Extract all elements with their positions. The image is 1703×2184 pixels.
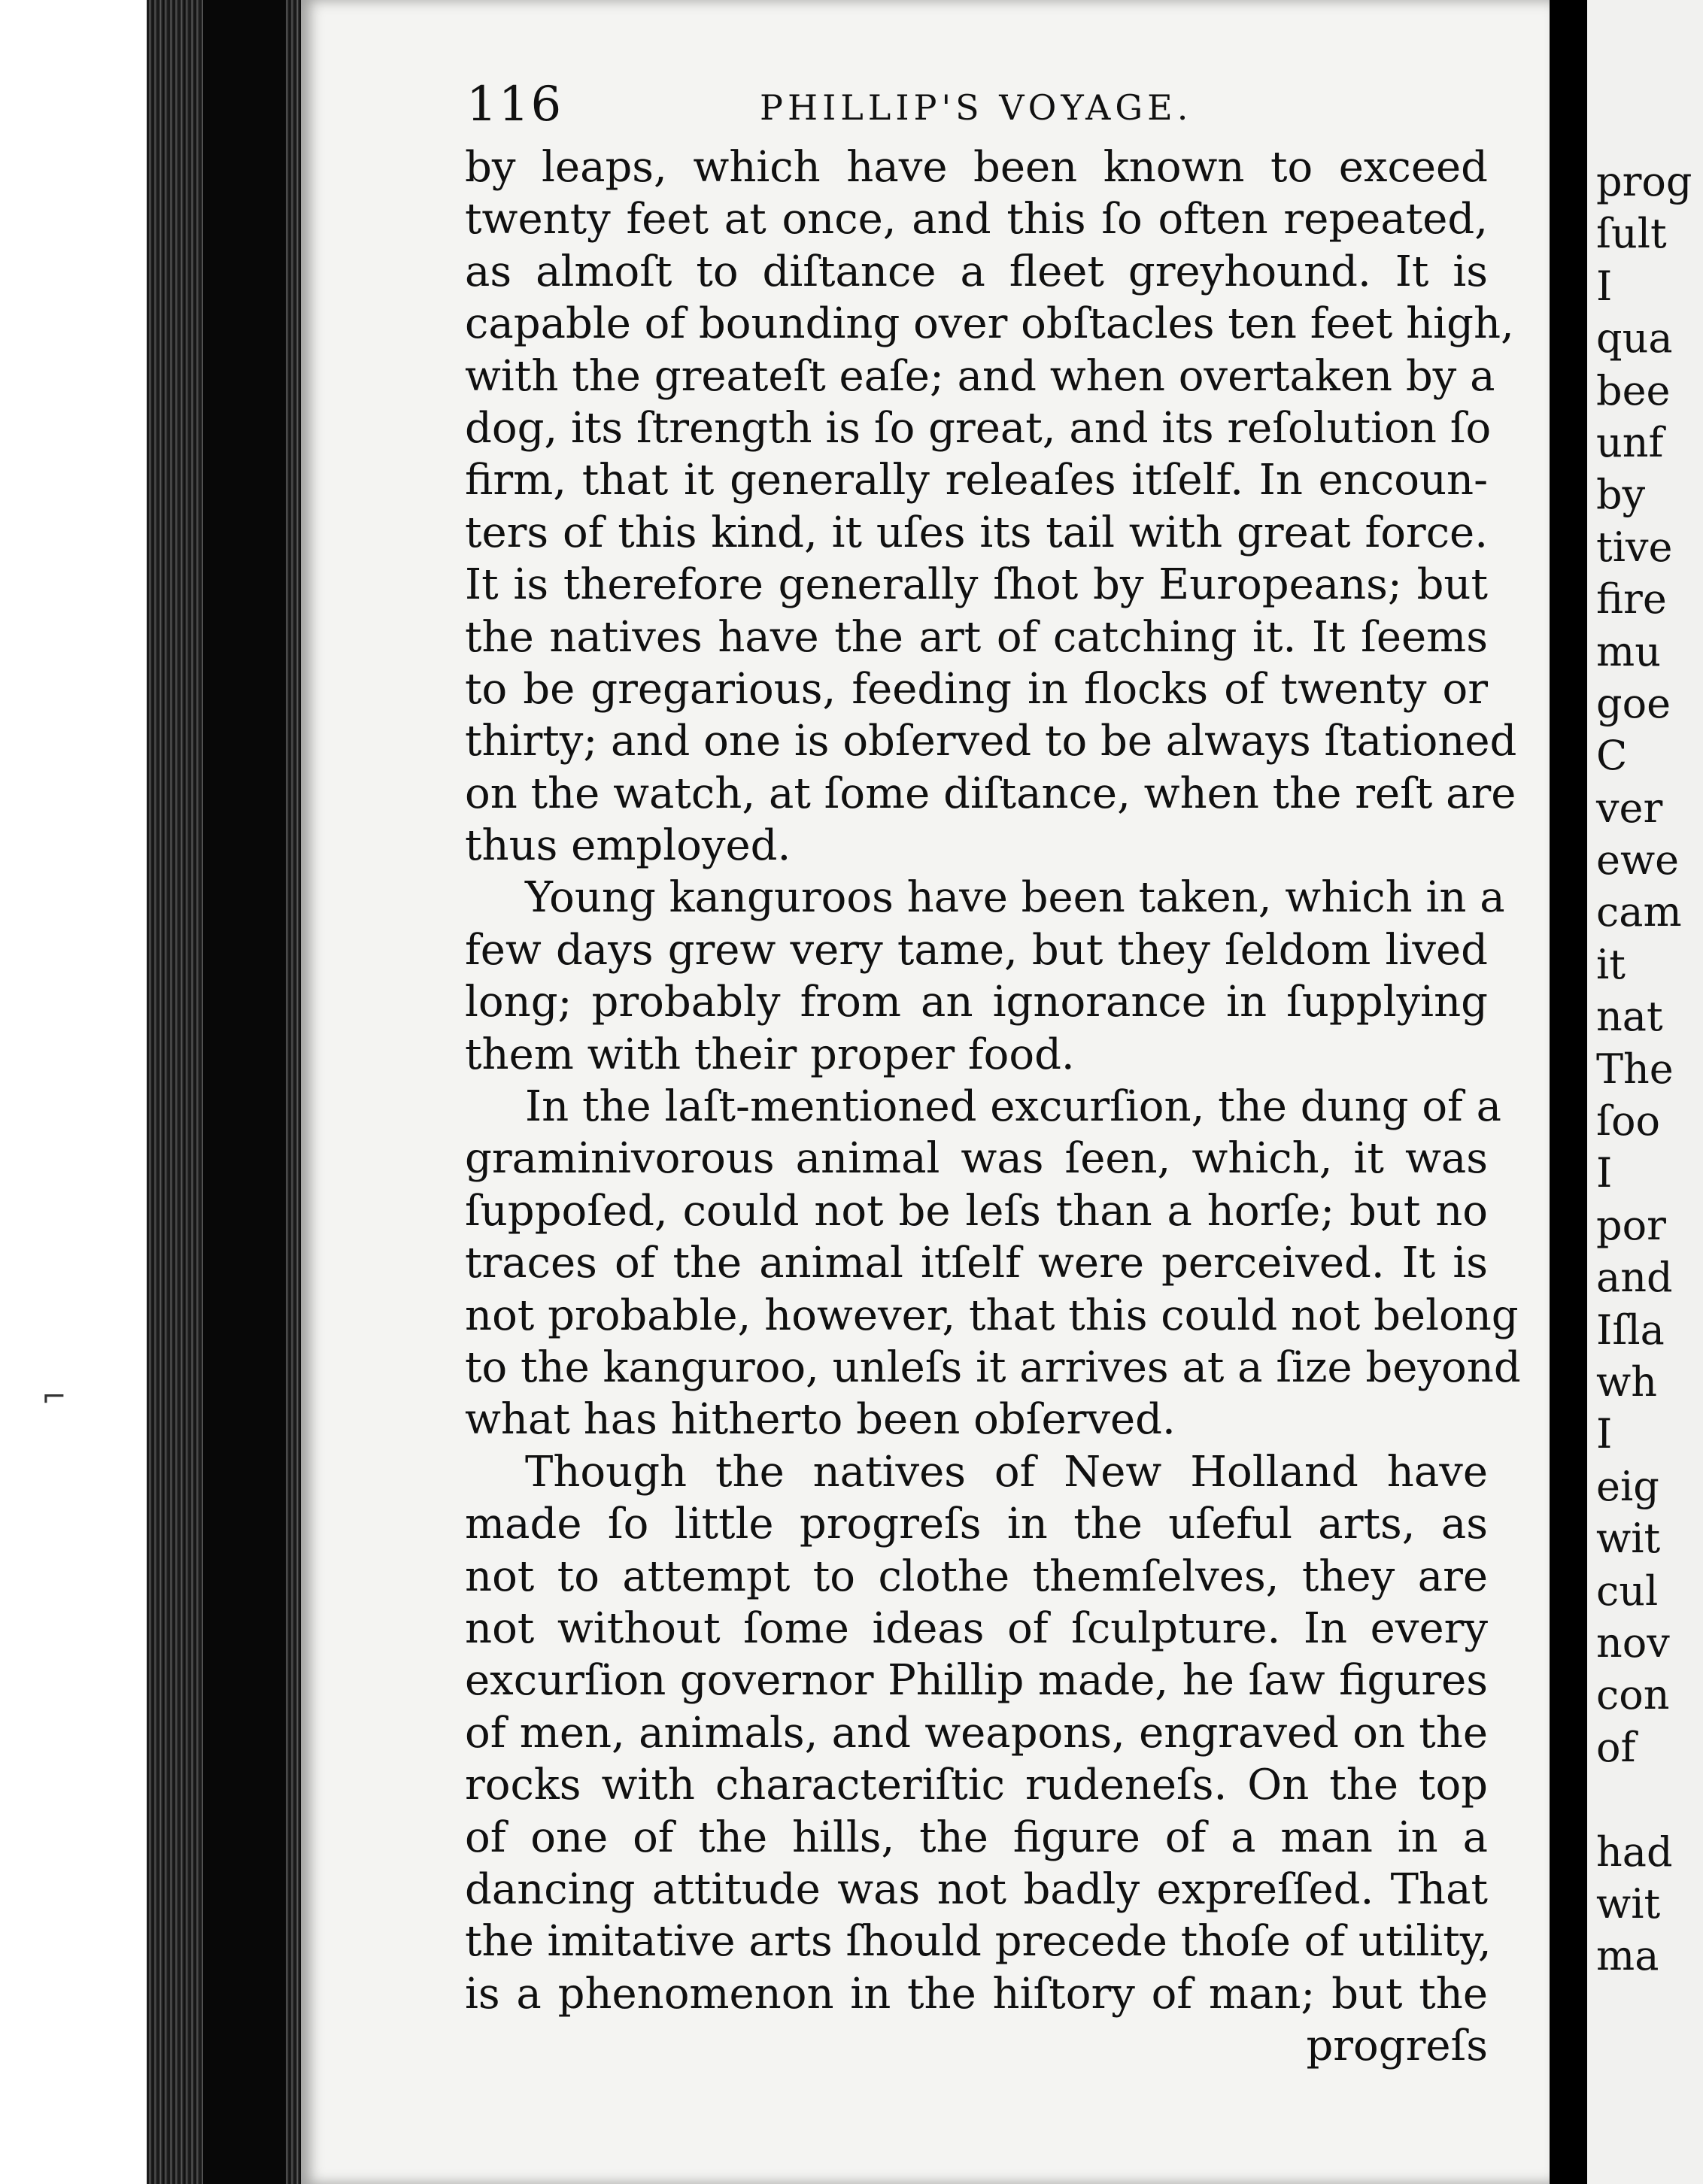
- facing-text-line: ewe: [1596, 836, 1680, 884]
- facing-text-line: fire: [1596, 575, 1667, 623]
- facing-page-fragment: [1587, 0, 1703, 2184]
- facing-text-line: ſult: [1596, 210, 1667, 258]
- scan-speck: ⌐: [41, 1380, 67, 1415]
- text-line: thirty; and one is obſerved to be always ſtationed: [465, 717, 1517, 766]
- facing-text-line: I: [1596, 1410, 1613, 1458]
- text-line: Though the natives of New Holland have: [525, 1447, 1488, 1497]
- facing-text-line: nat: [1596, 993, 1663, 1041]
- facing-text-line: mu: [1596, 627, 1661, 675]
- text-line: with the greateſt eaſe; and when overtaken by a: [465, 351, 1495, 401]
- facing-text-line: The: [1596, 1045, 1674, 1093]
- text-line: dog, its ſtrength is ſo great, and its reſolution ſo: [465, 403, 1492, 453]
- text-line: not to attempt to clothe themſelves, they are: [465, 1552, 1488, 1601]
- facing-text-line: ma: [1596, 1932, 1659, 1980]
- text-line: as almoſt to diſtance a fleet greyhound. It is: [465, 247, 1488, 296]
- text-line: not probable, however, that this could not belong: [465, 1291, 1519, 1340]
- text-line: excurſion governor Phillip made, he ſaw figures: [465, 1656, 1488, 1706]
- facing-text-line: eig: [1596, 1462, 1659, 1510]
- page-number: 116: [466, 77, 563, 132]
- text-line: ters of this kind, it uſes its tail with great force.: [465, 508, 1488, 557]
- text-line: thus employed.: [465, 821, 791, 871]
- text-line: not without ſome ideas of ſculpture. In every: [465, 1603, 1488, 1653]
- facing-text-line: por: [1596, 1201, 1666, 1249]
- text-line: of men, animals, and weapons, engraved on the: [465, 1708, 1488, 1758]
- text-line: the natives have the art of catching it. It ſeems: [465, 612, 1488, 662]
- text-line: few days grew very tame, but they ſeldom lived: [465, 925, 1488, 975]
- facing-text-line: Iſla: [1596, 1306, 1665, 1354]
- facing-text-line: by: [1596, 471, 1646, 519]
- body-text: [465, 141, 1521, 2072]
- text-line: dancing attitude was not badly expreſſed. That: [465, 1864, 1488, 1914]
- facing-text-line: of: [1596, 1723, 1636, 1771]
- text-line: It is therefore generally ſhot by Europeans; but: [465, 560, 1488, 610]
- text-line: traces of the animal itſelf were perceived. It is: [465, 1239, 1488, 1288]
- facing-text-line: I: [1596, 1149, 1613, 1197]
- text-line: firm, that it generally releaſes itſelf. In encoun-: [465, 456, 1488, 505]
- facing-text-line: unf: [1596, 418, 1664, 466]
- text-line: In the laſt-mentioned excurſion, the dung of a: [525, 1082, 1501, 1132]
- text-line: by leaps, which have been known to exceed: [465, 143, 1488, 192]
- facing-text-line: ver: [1596, 784, 1663, 832]
- facing-text-line: wit: [1596, 1879, 1661, 1928]
- text-line: made ſo little progreſs in the uſeful arts, as: [465, 1500, 1488, 1549]
- facing-text-line: had: [1596, 1828, 1673, 1876]
- facing-text-line: qua: [1596, 314, 1673, 362]
- text-line: twenty feet at once, and this ſo often repeated,: [465, 195, 1488, 244]
- text-line: graminivorous animal was ſeen, which, it was: [465, 1134, 1488, 1184]
- text-line: to be gregarious, feeding in flocks of twenty or: [465, 664, 1488, 714]
- text-line: what has hitherto been obſerved.: [465, 1395, 1176, 1445]
- text-line: Young kanguroos have been taken, which in a: [525, 873, 1505, 923]
- facing-text-line: cam: [1596, 888, 1682, 936]
- facing-text-line: cul: [1596, 1567, 1659, 1615]
- text-line: to the kanguroo, unleſs it arrives at a ſize beyond: [465, 1342, 1521, 1392]
- facing-text-line: prog: [1596, 158, 1692, 205]
- facing-text-line: I: [1596, 262, 1613, 310]
- facing-text-line: wit: [1596, 1515, 1661, 1563]
- facing-text-line: bee: [1596, 366, 1671, 414]
- catchword: progreſs: [1306, 2022, 1488, 2071]
- text-line: them with their proper food.: [465, 1030, 1075, 1079]
- facing-text-line: goe: [1596, 679, 1671, 727]
- running-title: PHILLIP'S VOYAGE.: [760, 87, 1193, 128]
- text-line: is a phenomenon in the hiſtory of man; but the: [465, 1969, 1488, 2019]
- facing-text-line: ſoo: [1596, 1097, 1661, 1145]
- facing-text-line: con: [1596, 1671, 1670, 1719]
- page-gutter: [1550, 0, 1587, 2184]
- text-line: ſuppoſed, could not be leſs than a horſe; but no: [465, 1186, 1488, 1236]
- facing-text-line: nov: [1596, 1618, 1670, 1667]
- book-binding-shadow: [203, 0, 286, 2184]
- facing-text-line: it: [1596, 940, 1626, 988]
- text-line: capable of bounding over obſtacles ten feet high,: [465, 299, 1514, 349]
- facing-text-line: tive: [1596, 523, 1673, 571]
- text-line: long; probably from an ignorance in ſupplying: [465, 978, 1488, 1027]
- text-line: on the watch, at ſome diſtance, when the reſt are: [465, 769, 1516, 818]
- facing-text-line: wh: [1596, 1357, 1657, 1406]
- text-line: rocks with characteriſtic rudeneſs. On the top: [465, 1761, 1488, 1810]
- text-line: the imitative arts ſhould precede thoſe of utility,: [465, 1917, 1492, 1967]
- text-line: of one of the hills, the figure of a man in a: [465, 1812, 1488, 1862]
- facing-page-text: [1587, 158, 1703, 1985]
- facing-text-line: [1587, 1776, 1703, 1828]
- facing-text-line: and: [1596, 1254, 1673, 1302]
- facing-text-line: C: [1596, 732, 1628, 780]
